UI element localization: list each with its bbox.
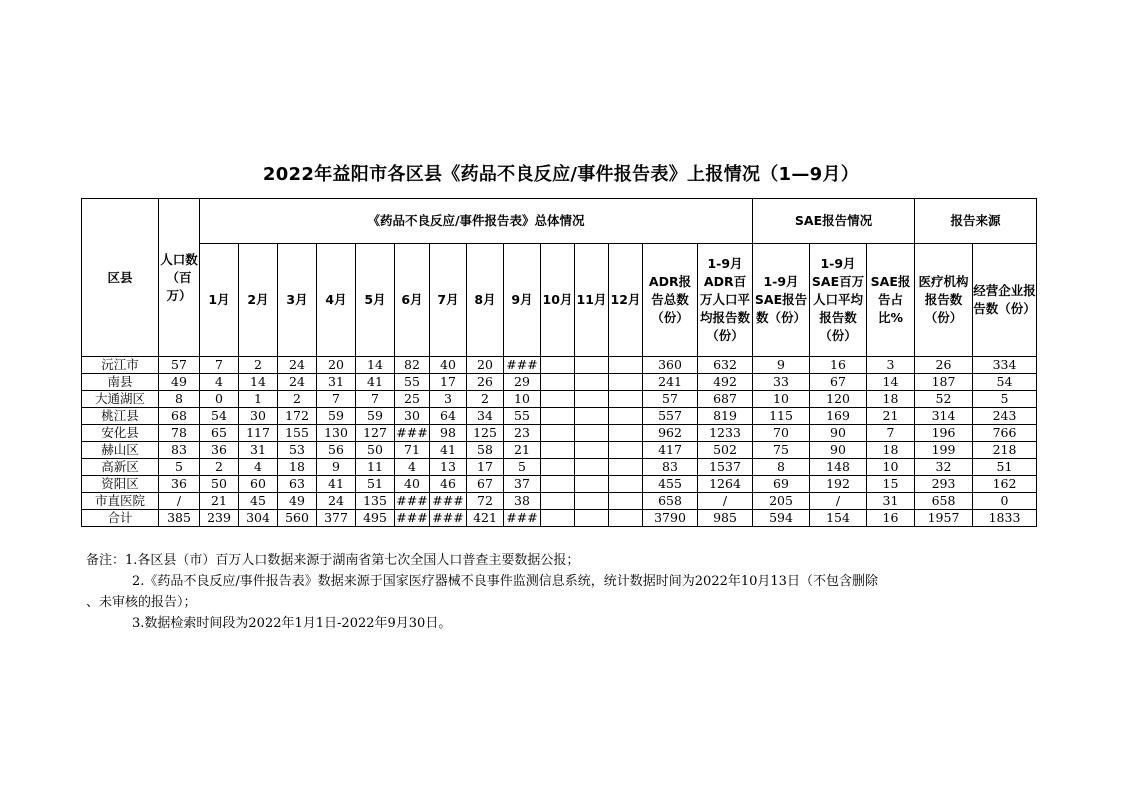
month-cell: 37 bbox=[504, 476, 541, 493]
sae-ratio-cell: 31 bbox=[867, 493, 915, 510]
table-row bbox=[82, 357, 1037, 374]
sae-per-million-cell: 120 bbox=[810, 391, 867, 408]
table-row bbox=[82, 374, 1037, 391]
month-cell bbox=[541, 493, 575, 510]
population-cell: 5 bbox=[159, 459, 200, 476]
medical-cell: 658 bbox=[915, 493, 973, 510]
medical-cell: 199 bbox=[915, 442, 973, 459]
table-row bbox=[82, 493, 1037, 510]
month-cell: 55 bbox=[395, 374, 430, 391]
district-cell: 桃江县 bbox=[82, 408, 159, 425]
month-cell: 2 bbox=[278, 391, 317, 408]
sae-ratio-cell: 18 bbox=[867, 442, 915, 459]
business-cell: 5 bbox=[973, 391, 1037, 408]
medical-cell: 187 bbox=[915, 374, 973, 391]
month-cell bbox=[541, 374, 575, 391]
sae-count-cell: 10 bbox=[753, 391, 810, 408]
header-sae-group: SAE报告情况 bbox=[753, 199, 915, 244]
adr-per-million-cell: 502 bbox=[698, 442, 753, 459]
adr-total-cell: 3790 bbox=[643, 510, 698, 527]
month-cell bbox=[541, 510, 575, 527]
month-cell bbox=[541, 459, 575, 476]
population-cell: 36 bbox=[159, 476, 200, 493]
sae-count-cell: 70 bbox=[753, 425, 810, 442]
month-cell: 67 bbox=[467, 476, 504, 493]
business-cell: 243 bbox=[973, 408, 1037, 425]
month-cell: 38 bbox=[504, 493, 541, 510]
month-cell: 304 bbox=[239, 510, 278, 527]
month-cell: ### bbox=[430, 493, 467, 510]
business-cell: 51 bbox=[973, 459, 1037, 476]
medical-cell: 1957 bbox=[915, 510, 973, 527]
month-cell: 135 bbox=[356, 493, 395, 510]
month-cell: 14 bbox=[356, 357, 395, 374]
adr-total-cell: 360 bbox=[643, 357, 698, 374]
district-cell: 大通湖区 bbox=[82, 391, 159, 408]
report-title: 2022年益阳市各区县《药品不良反应/事件报告表》上报情况（1—9月） bbox=[262, 164, 860, 185]
month-cell: 34 bbox=[467, 408, 504, 425]
header-month: 3月 bbox=[278, 244, 317, 357]
month-cell bbox=[541, 357, 575, 374]
adr-per-million-cell: 492 bbox=[698, 374, 753, 391]
month-cell: 421 bbox=[467, 510, 504, 527]
month-cell bbox=[609, 442, 643, 459]
month-cell: 239 bbox=[200, 510, 239, 527]
business-cell: 54 bbox=[973, 374, 1037, 391]
header-sae-per-million: 1-9月SAE百万人口平均报告数（份） bbox=[810, 244, 867, 357]
district-cell: 市直医院 bbox=[82, 493, 159, 510]
month-cell: 7 bbox=[317, 391, 356, 408]
month-cell: 82 bbox=[395, 357, 430, 374]
header-month: 9月 bbox=[504, 244, 541, 357]
adr-total-cell: 557 bbox=[643, 408, 698, 425]
month-cell bbox=[575, 425, 609, 442]
adr-total-cell: 417 bbox=[643, 442, 698, 459]
adr-per-million-cell: 819 bbox=[698, 408, 753, 425]
month-cell: 55 bbox=[504, 408, 541, 425]
district-cell: 安化县 bbox=[82, 425, 159, 442]
month-cell: 25 bbox=[395, 391, 430, 408]
month-cell: 5 bbox=[504, 459, 541, 476]
population-cell: 8 bbox=[159, 391, 200, 408]
sae-per-million-cell: 90 bbox=[810, 425, 867, 442]
header-adr-total: ADR报告总数（份） bbox=[643, 244, 698, 357]
adr-per-million-cell: 632 bbox=[698, 357, 753, 374]
month-cell: 51 bbox=[356, 476, 395, 493]
month-cell bbox=[541, 442, 575, 459]
sae-ratio-cell: 7 bbox=[867, 425, 915, 442]
month-cell: 377 bbox=[317, 510, 356, 527]
month-cell: ### bbox=[504, 357, 541, 374]
month-cell: 172 bbox=[278, 408, 317, 425]
header-source-group: 报告来源 bbox=[915, 199, 1037, 244]
header-month: 11月 bbox=[575, 244, 609, 357]
month-cell: 26 bbox=[467, 374, 504, 391]
population-cell: 68 bbox=[159, 408, 200, 425]
business-cell: 0 bbox=[973, 493, 1037, 510]
sae-per-million-cell: 67 bbox=[810, 374, 867, 391]
district-cell: 高新区 bbox=[82, 459, 159, 476]
adr-total-cell: 57 bbox=[643, 391, 698, 408]
month-cell: 36 bbox=[200, 442, 239, 459]
month-cell: 0 bbox=[200, 391, 239, 408]
adr-total-cell: 83 bbox=[643, 459, 698, 476]
sae-ratio-cell: 16 bbox=[867, 510, 915, 527]
month-cell bbox=[609, 459, 643, 476]
population-cell: 78 bbox=[159, 425, 200, 442]
note-line: 、未审核的报告）； bbox=[86, 595, 197, 610]
adr-total-cell: 658 bbox=[643, 493, 698, 510]
medical-cell: 52 bbox=[915, 391, 973, 408]
table-row bbox=[82, 459, 1037, 476]
month-cell bbox=[575, 459, 609, 476]
header-population: 人口数（百万） bbox=[159, 199, 200, 357]
header-medical: 医疗机构报告数（份） bbox=[915, 244, 973, 357]
sae-count-cell: 75 bbox=[753, 442, 810, 459]
adr-per-million-cell: 985 bbox=[698, 510, 753, 527]
month-cell bbox=[609, 425, 643, 442]
population-cell: 49 bbox=[159, 374, 200, 391]
sae-per-million-cell: 148 bbox=[810, 459, 867, 476]
table-body bbox=[82, 357, 1037, 527]
month-cell: 127 bbox=[356, 425, 395, 442]
month-cell bbox=[609, 476, 643, 493]
header-month: 7月 bbox=[430, 244, 467, 357]
header-business: 经营企业报告数（份） bbox=[973, 244, 1037, 357]
month-cell: 63 bbox=[278, 476, 317, 493]
month-cell: 98 bbox=[430, 425, 467, 442]
sae-ratio-cell: 21 bbox=[867, 408, 915, 425]
adr-per-million-cell: 1233 bbox=[698, 425, 753, 442]
month-cell: 41 bbox=[430, 442, 467, 459]
business-cell: 218 bbox=[973, 442, 1037, 459]
month-cell: 30 bbox=[395, 408, 430, 425]
month-cell: 130 bbox=[317, 425, 356, 442]
month-cell: 117 bbox=[239, 425, 278, 442]
district-cell: 南县 bbox=[82, 374, 159, 391]
sae-count-cell: 33 bbox=[753, 374, 810, 391]
month-cell bbox=[609, 357, 643, 374]
month-cell bbox=[575, 510, 609, 527]
month-cell: 50 bbox=[200, 476, 239, 493]
month-cell bbox=[575, 391, 609, 408]
month-cell bbox=[575, 493, 609, 510]
month-cell: 40 bbox=[395, 476, 430, 493]
business-cell: 334 bbox=[973, 357, 1037, 374]
adr-per-million-cell: 687 bbox=[698, 391, 753, 408]
month-cell: 4 bbox=[200, 374, 239, 391]
medical-cell: 32 bbox=[915, 459, 973, 476]
medical-cell: 293 bbox=[915, 476, 973, 493]
header-month: 1月 bbox=[200, 244, 239, 357]
month-cell: 24 bbox=[278, 374, 317, 391]
sae-ratio-cell: 3 bbox=[867, 357, 915, 374]
header-month: 4月 bbox=[317, 244, 356, 357]
adr-per-million-cell: 1264 bbox=[698, 476, 753, 493]
month-cell bbox=[575, 357, 609, 374]
month-cell: 18 bbox=[278, 459, 317, 476]
district-cell: 合计 bbox=[82, 510, 159, 527]
month-cell: 45 bbox=[239, 493, 278, 510]
month-cell: 7 bbox=[200, 357, 239, 374]
month-cell: 560 bbox=[278, 510, 317, 527]
month-cell: 21 bbox=[504, 442, 541, 459]
table-row bbox=[82, 476, 1037, 493]
note-line: 备注：1.各区县（市）百万人口数据来源于湖南省第七次全国人口普查主要数据公报； bbox=[86, 553, 580, 568]
header-month: 2月 bbox=[239, 244, 278, 357]
month-cell: 65 bbox=[200, 425, 239, 442]
month-cell: 2 bbox=[200, 459, 239, 476]
month-cell: 13 bbox=[430, 459, 467, 476]
medical-cell: 196 bbox=[915, 425, 973, 442]
sae-ratio-cell: 14 bbox=[867, 374, 915, 391]
notes bbox=[86, 550, 1046, 634]
header-sae-count: 1-9月SAE报告数（份） bbox=[753, 244, 810, 357]
table-row bbox=[82, 391, 1037, 408]
sae-count-cell: 9 bbox=[753, 357, 810, 374]
month-cell bbox=[609, 374, 643, 391]
month-cell: 14 bbox=[239, 374, 278, 391]
adr-total-cell: 241 bbox=[643, 374, 698, 391]
month-cell: 30 bbox=[239, 408, 278, 425]
business-cell: 162 bbox=[973, 476, 1037, 493]
adr-per-million-cell: / bbox=[698, 493, 753, 510]
district-cell: 沅江市 bbox=[82, 357, 159, 374]
medical-cell: 26 bbox=[915, 357, 973, 374]
month-cell: 64 bbox=[430, 408, 467, 425]
sae-ratio-cell: 15 bbox=[867, 476, 915, 493]
month-cell: ### bbox=[430, 510, 467, 527]
month-cell: 31 bbox=[317, 374, 356, 391]
month-cell bbox=[609, 493, 643, 510]
header-month: 8月 bbox=[467, 244, 504, 357]
header-month: 5月 bbox=[356, 244, 395, 357]
population-cell: 83 bbox=[159, 442, 200, 459]
sae-per-million-cell: 169 bbox=[810, 408, 867, 425]
sae-ratio-cell: 10 bbox=[867, 459, 915, 476]
sae-per-million-cell: 192 bbox=[810, 476, 867, 493]
sae-count-cell: 69 bbox=[753, 476, 810, 493]
sae-per-million-cell: / bbox=[810, 493, 867, 510]
month-cell bbox=[609, 391, 643, 408]
month-cell bbox=[609, 510, 643, 527]
header-month: 12月 bbox=[609, 244, 643, 357]
table-row bbox=[82, 442, 1037, 459]
month-cell: 155 bbox=[278, 425, 317, 442]
month-cell: 41 bbox=[317, 476, 356, 493]
month-cell: 24 bbox=[278, 357, 317, 374]
adr-total-cell: 962 bbox=[643, 425, 698, 442]
business-cell: 766 bbox=[973, 425, 1037, 442]
note-line: 3.数据检索时间段为2022年1月1日-2022年9月30日。 bbox=[132, 616, 452, 631]
month-cell: 11 bbox=[356, 459, 395, 476]
business-cell: 1833 bbox=[973, 510, 1037, 527]
header-district: 区县 bbox=[82, 199, 159, 357]
month-cell: 60 bbox=[239, 476, 278, 493]
district-cell: 资阳区 bbox=[82, 476, 159, 493]
sae-per-million-cell: 90 bbox=[810, 442, 867, 459]
month-cell bbox=[575, 476, 609, 493]
month-cell: 59 bbox=[356, 408, 395, 425]
month-cell: ### bbox=[396, 493, 428, 508]
header-adr-per-million: 1-9月ADR百万人口平均报告数（份） bbox=[698, 244, 753, 357]
month-cell: 31 bbox=[239, 442, 278, 459]
month-cell: 10 bbox=[504, 391, 541, 408]
month-cell: 20 bbox=[467, 357, 504, 374]
month-cell bbox=[541, 408, 575, 425]
month-cell: 4 bbox=[239, 459, 278, 476]
adr-per-million-cell: 1537 bbox=[698, 459, 753, 476]
month-cell: 1 bbox=[239, 391, 278, 408]
month-cell: 21 bbox=[200, 493, 239, 510]
month-cell: 41 bbox=[356, 374, 395, 391]
month-cell bbox=[541, 391, 575, 408]
sae-ratio-cell: 18 bbox=[867, 391, 915, 408]
sae-per-million-cell: 16 bbox=[810, 357, 867, 374]
month-cell: 17 bbox=[430, 374, 467, 391]
sae-count-cell: 594 bbox=[753, 510, 810, 527]
month-cell: 59 bbox=[317, 408, 356, 425]
district-cell: 赫山区 bbox=[82, 442, 159, 459]
table-row bbox=[82, 408, 1037, 425]
table-row bbox=[82, 510, 1037, 527]
population-cell: 57 bbox=[159, 357, 200, 374]
population-cell: / bbox=[159, 493, 200, 510]
month-cell bbox=[541, 425, 575, 442]
sae-count-cell: 205 bbox=[753, 493, 810, 510]
month-cell: 2 bbox=[239, 357, 278, 374]
month-cell bbox=[575, 408, 609, 425]
month-cell bbox=[541, 476, 575, 493]
sae-per-million-cell: 154 bbox=[810, 510, 867, 527]
month-cell: 9 bbox=[317, 459, 356, 476]
sae-count-cell: 8 bbox=[753, 459, 810, 476]
month-cell: ### bbox=[504, 510, 541, 527]
sae-count-cell: 115 bbox=[753, 408, 810, 425]
month-cell: 4 bbox=[395, 459, 430, 476]
medical-cell: 314 bbox=[915, 408, 973, 425]
month-cell: 53 bbox=[278, 442, 317, 459]
header-sae-ratio: SAE报告占比% bbox=[867, 244, 915, 357]
month-cell: 495 bbox=[356, 510, 395, 527]
month-cell: 17 bbox=[467, 459, 504, 476]
population-cell: 385 bbox=[159, 510, 200, 527]
report-table bbox=[81, 198, 1037, 527]
month-cell bbox=[575, 442, 609, 459]
header-month: 10月 bbox=[541, 244, 575, 357]
month-cell: ### bbox=[396, 425, 428, 440]
month-cell: 2 bbox=[467, 391, 504, 408]
header-adr-group: 《药品不良反应/事件报告表》总体情况 bbox=[200, 199, 753, 244]
month-cell bbox=[609, 408, 643, 425]
month-cell: 20 bbox=[317, 357, 356, 374]
month-cell: 72 bbox=[467, 493, 504, 510]
month-cell: 29 bbox=[504, 374, 541, 391]
month-cell: 3 bbox=[430, 391, 467, 408]
note-line: 2.《药品不良反应/事件报告表》数据来源于国家医疗器械不良事件监测信息系统，统计数据时间为2022年10月13日（不包含删除 bbox=[132, 574, 878, 589]
month-cell: 46 bbox=[430, 476, 467, 493]
month-cell: 40 bbox=[430, 357, 467, 374]
month-cell: 58 bbox=[467, 442, 504, 459]
month-cell: 24 bbox=[317, 493, 356, 510]
month-cell: 71 bbox=[395, 442, 430, 459]
month-cell: 7 bbox=[356, 391, 395, 408]
table-row bbox=[82, 425, 1037, 442]
month-cell: 50 bbox=[356, 442, 395, 459]
month-cell: 125 bbox=[467, 425, 504, 442]
month-cell: 54 bbox=[200, 408, 239, 425]
header-month: 6月 bbox=[395, 244, 430, 357]
month-cell: ### bbox=[396, 510, 428, 525]
month-cell: 23 bbox=[504, 425, 541, 442]
table-header bbox=[82, 199, 1037, 357]
month-cell: 56 bbox=[317, 442, 356, 459]
month-cell: 49 bbox=[278, 493, 317, 510]
month-cell bbox=[575, 374, 609, 391]
adr-total-cell: 455 bbox=[643, 476, 698, 493]
